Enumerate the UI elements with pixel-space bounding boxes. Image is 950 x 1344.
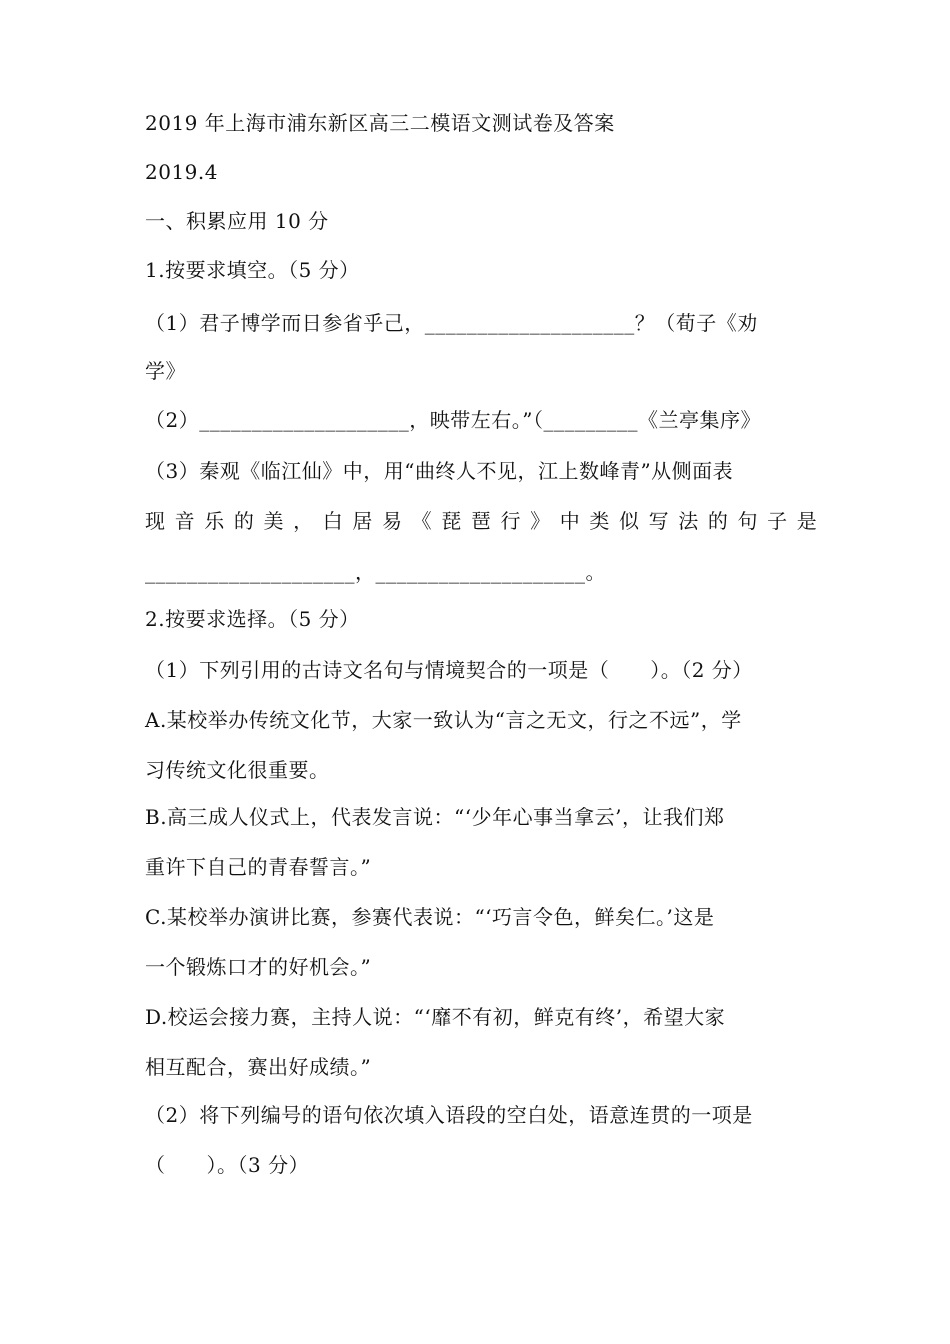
section-heading: 一、积累应用 10 分 [145,209,329,233]
spread-text: 现 音 乐 的 美 ， 白 居 易 《 琵 琶 行 》 中 类 似 写 法 的 句 子 是 [145,509,817,533]
text-line: （2）____________________，映带左右。”（_________《兰亭集序》 [145,408,761,432]
text-line: （1）君子博学而日参省乎己，____________________？（荀子《劝 [145,311,758,335]
answer-blank-line: ____________________，____________________。 [145,560,606,584]
option-c: C.某校举办演讲比赛，参赛代表说：“‘巧言令色，鲜矣仁。’这是 [145,905,715,929]
text-line: 学》 [145,359,186,383]
document-title: 2019 年上海市浦东新区高三二模语文测试卷及答案 [145,111,615,135]
question-heading: 2.按要求选择。（5 分） [145,607,360,631]
text-line: （ ）。（3 分） [145,1153,310,1177]
option-b-cont: 重许下自己的青春誓言。” [145,855,372,879]
text-line [145,506,817,536]
document-date: 2019.4 [145,160,218,184]
option-b: B.高三成人仪式上，代表发言说：“‘少年心事当拿云’，让我们郑 [145,805,725,829]
text-line: （2）将下列编号的语句依次填入语段的空白处，语意连贯的一项是 [145,1103,753,1127]
text-line: （3）秦观《临江仙》中，用“曲终人不见，江上数峰青”从侧面表 [145,459,734,483]
option-a-cont: 习传统文化很重要。 [145,758,330,782]
option-c-cont: 一个锻炼口才的好机会。” [145,955,372,979]
option-d-cont: 相互配合，赛出好成绩。” [145,1055,372,1079]
question-heading: 1.按要求填空。（5 分） [145,258,360,282]
text-line: （1）下列引用的古诗文名句与情境契合的一项是（ ）。（2 分） [145,658,753,682]
option-d: D.校运会接力赛，主持人说：“‘靡不有初，鲜克有终’，希望大家 [145,1005,726,1029]
option-a: A.某校举办传统文化节，大家一致认为“言之无文，行之不远”，学 [145,708,742,732]
